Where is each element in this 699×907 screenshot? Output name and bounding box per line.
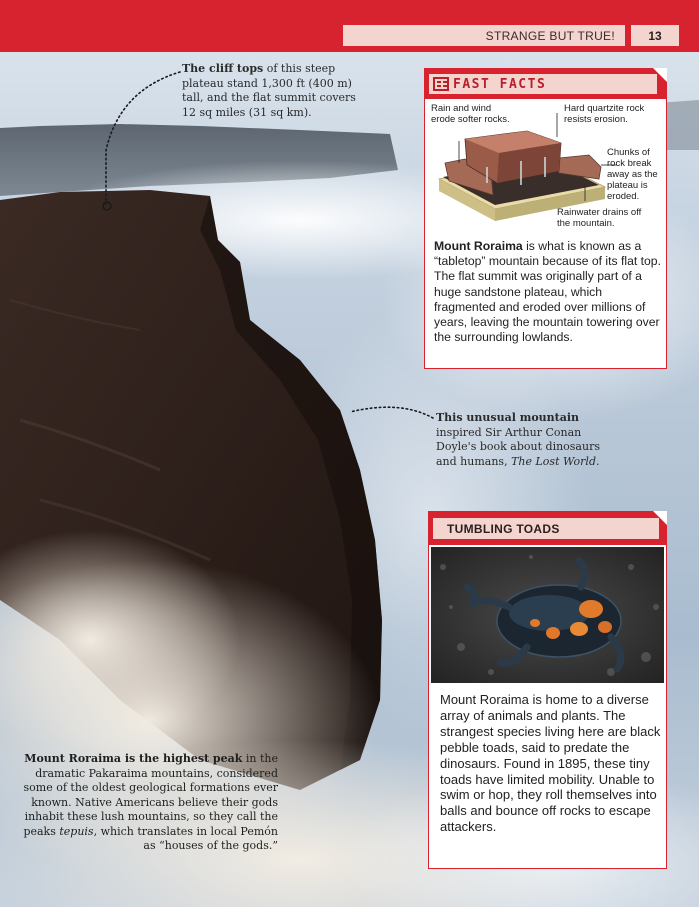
fast-facts-text: is what is known as a “tabletop” mountain because of its flat top. The flat summit was originally part of a huge sandstone plateau, which fragmented and eroded over millions of years, leaving the mountain towering over the surrounding lowlands. [434,239,661,345]
unusual-mountain-caption [436,411,611,469]
cliff-tops-caption [182,62,362,120]
tumbling-toads-panel [428,511,667,869]
section-title [343,25,625,46]
label-rainwater: Rainwater drains off the mountain. [557,207,642,229]
highest-peak-caption [20,752,278,854]
fast-facts-header [425,69,666,99]
fast-facts-title-bar [429,74,657,94]
page-number-text: 13 [648,28,662,43]
toads-title: TUMBLING TOADS [447,521,560,536]
fast-facts-body [434,239,662,345]
grid-icon [433,77,449,91]
cliff-tops-text: of this steep plateau stand 1,300 ft (400 m) tall, and the flat summit covers 12 sq miles (31 sq km). [182,62,356,119]
cliff-tops-lead: The cliff tops [182,62,264,75]
tepuis-term: tepuis [59,824,94,838]
fast-facts-lead: Mount Roraima [434,239,523,253]
panel-corner-notch [653,511,667,525]
peak-text: in the dramatic Pakaraima mountains, considered some of the oldest geological formations ever known. Native Americans believe their gods inhabit these lush mountains, so they call the peaks [23,752,278,838]
peak-text-end: , which translates in local Pemón as “houses of the gods.” [93,824,278,852]
label-wind-erosion: Rain and wind erode softer rocks. [431,103,510,125]
toads-body: Mount Roraima is home to a diverse array of animals and plants. The strangest species living here are black pebble toads, said to predate the dinosaurs. Found in 1895, these tiny toads have limited mobility. Unable to swim or hop, they roll themselves into balls and bounce off rocks to escape attackers. [440,692,661,835]
mountain-lead: This unusual mountain [436,411,580,424]
page-number [631,25,679,46]
black-pebble-toad-photo [431,547,664,683]
toad-illustration [431,547,664,683]
toads-title-bar [433,518,659,539]
fast-facts-title: FAST FACTS [453,76,547,92]
panel-corner-notch [653,68,667,82]
tabletop-mountain-diagram [429,101,663,229]
fast-facts-panel [424,68,667,369]
section-title-text: STRANGE BUT TRUE! [485,28,615,43]
label-quartzite: Hard quartzite rock resists erosion. [564,103,645,125]
mountain-text-end: . [596,454,600,468]
peak-lead: Mount Roraima is the highest peak [24,752,243,765]
label-chunks: Chunks of rock break away as the plateau is eroded. [607,147,658,202]
book-title: The Lost World [511,454,596,468]
toads-header [429,512,666,545]
mountain-text: inspired Sir Arthur Conan Doyle's book about dinosaurs and humans, [436,425,600,468]
